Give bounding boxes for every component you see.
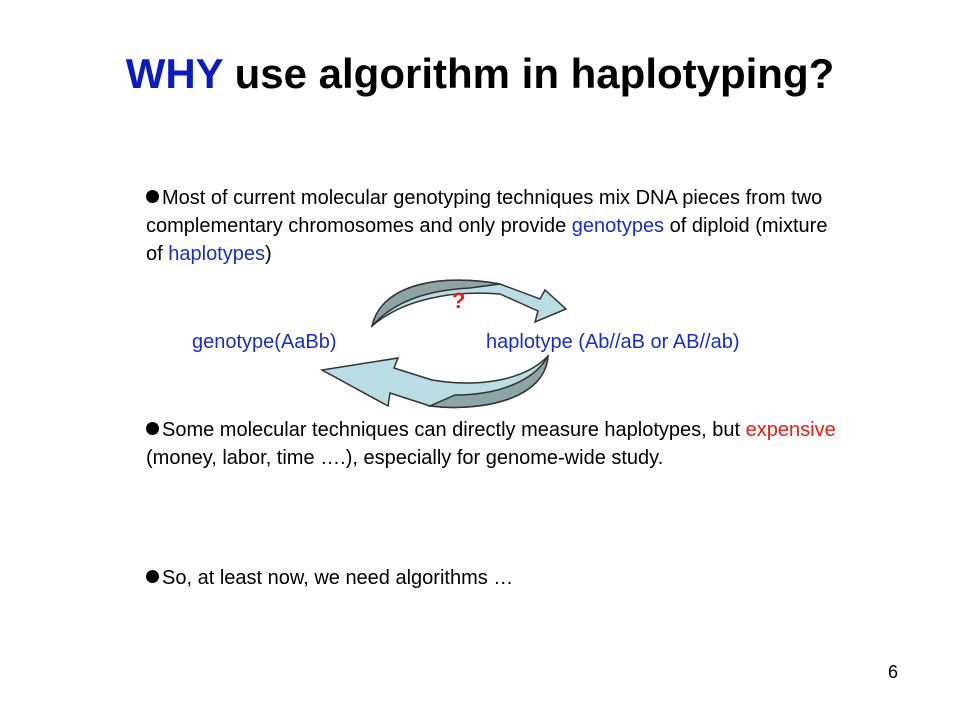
bullet1-text-1: Most of current molecular genotyping techniques mix DNA pieces from two complementary chromosomes and only provide (146, 187, 823, 237)
title-highlight: WHY (125, 50, 223, 97)
genotype-label: genotype(AaBb) (192, 331, 337, 353)
page-number: 6 (888, 662, 899, 682)
backward-arrow-icon (322, 356, 548, 407)
bullet2-expensive: expensive (745, 419, 836, 441)
bullet1-text-3: ) (265, 243, 272, 265)
bullet1-text-2: of diploid (mixture of (146, 215, 828, 265)
bullet3-text: So, at least now, we need algorithms … (162, 567, 514, 589)
bullet-conclusion (146, 564, 836, 592)
bullet2-text-2: (money, labor, time ….), especially for genome-wide study. (146, 447, 664, 469)
forward-arrow-shade (372, 280, 500, 326)
title-rest: use algorithm in haplotyping? (222, 50, 835, 97)
bullet-dot-icon (146, 422, 159, 435)
bullet-dot-icon (146, 570, 159, 583)
bullet1-haplotypes: haplotypes (168, 243, 265, 265)
bullet2-text-1: Some molecular techniques can directly measure haplotypes, but (162, 419, 746, 441)
bullet-direct-measure (146, 416, 836, 472)
haplotype-label: haplotype (Ab//aB or AB//ab) (486, 331, 740, 353)
bullet1-genotypes: genotypes (571, 215, 665, 237)
question-mark: ? (452, 288, 466, 313)
